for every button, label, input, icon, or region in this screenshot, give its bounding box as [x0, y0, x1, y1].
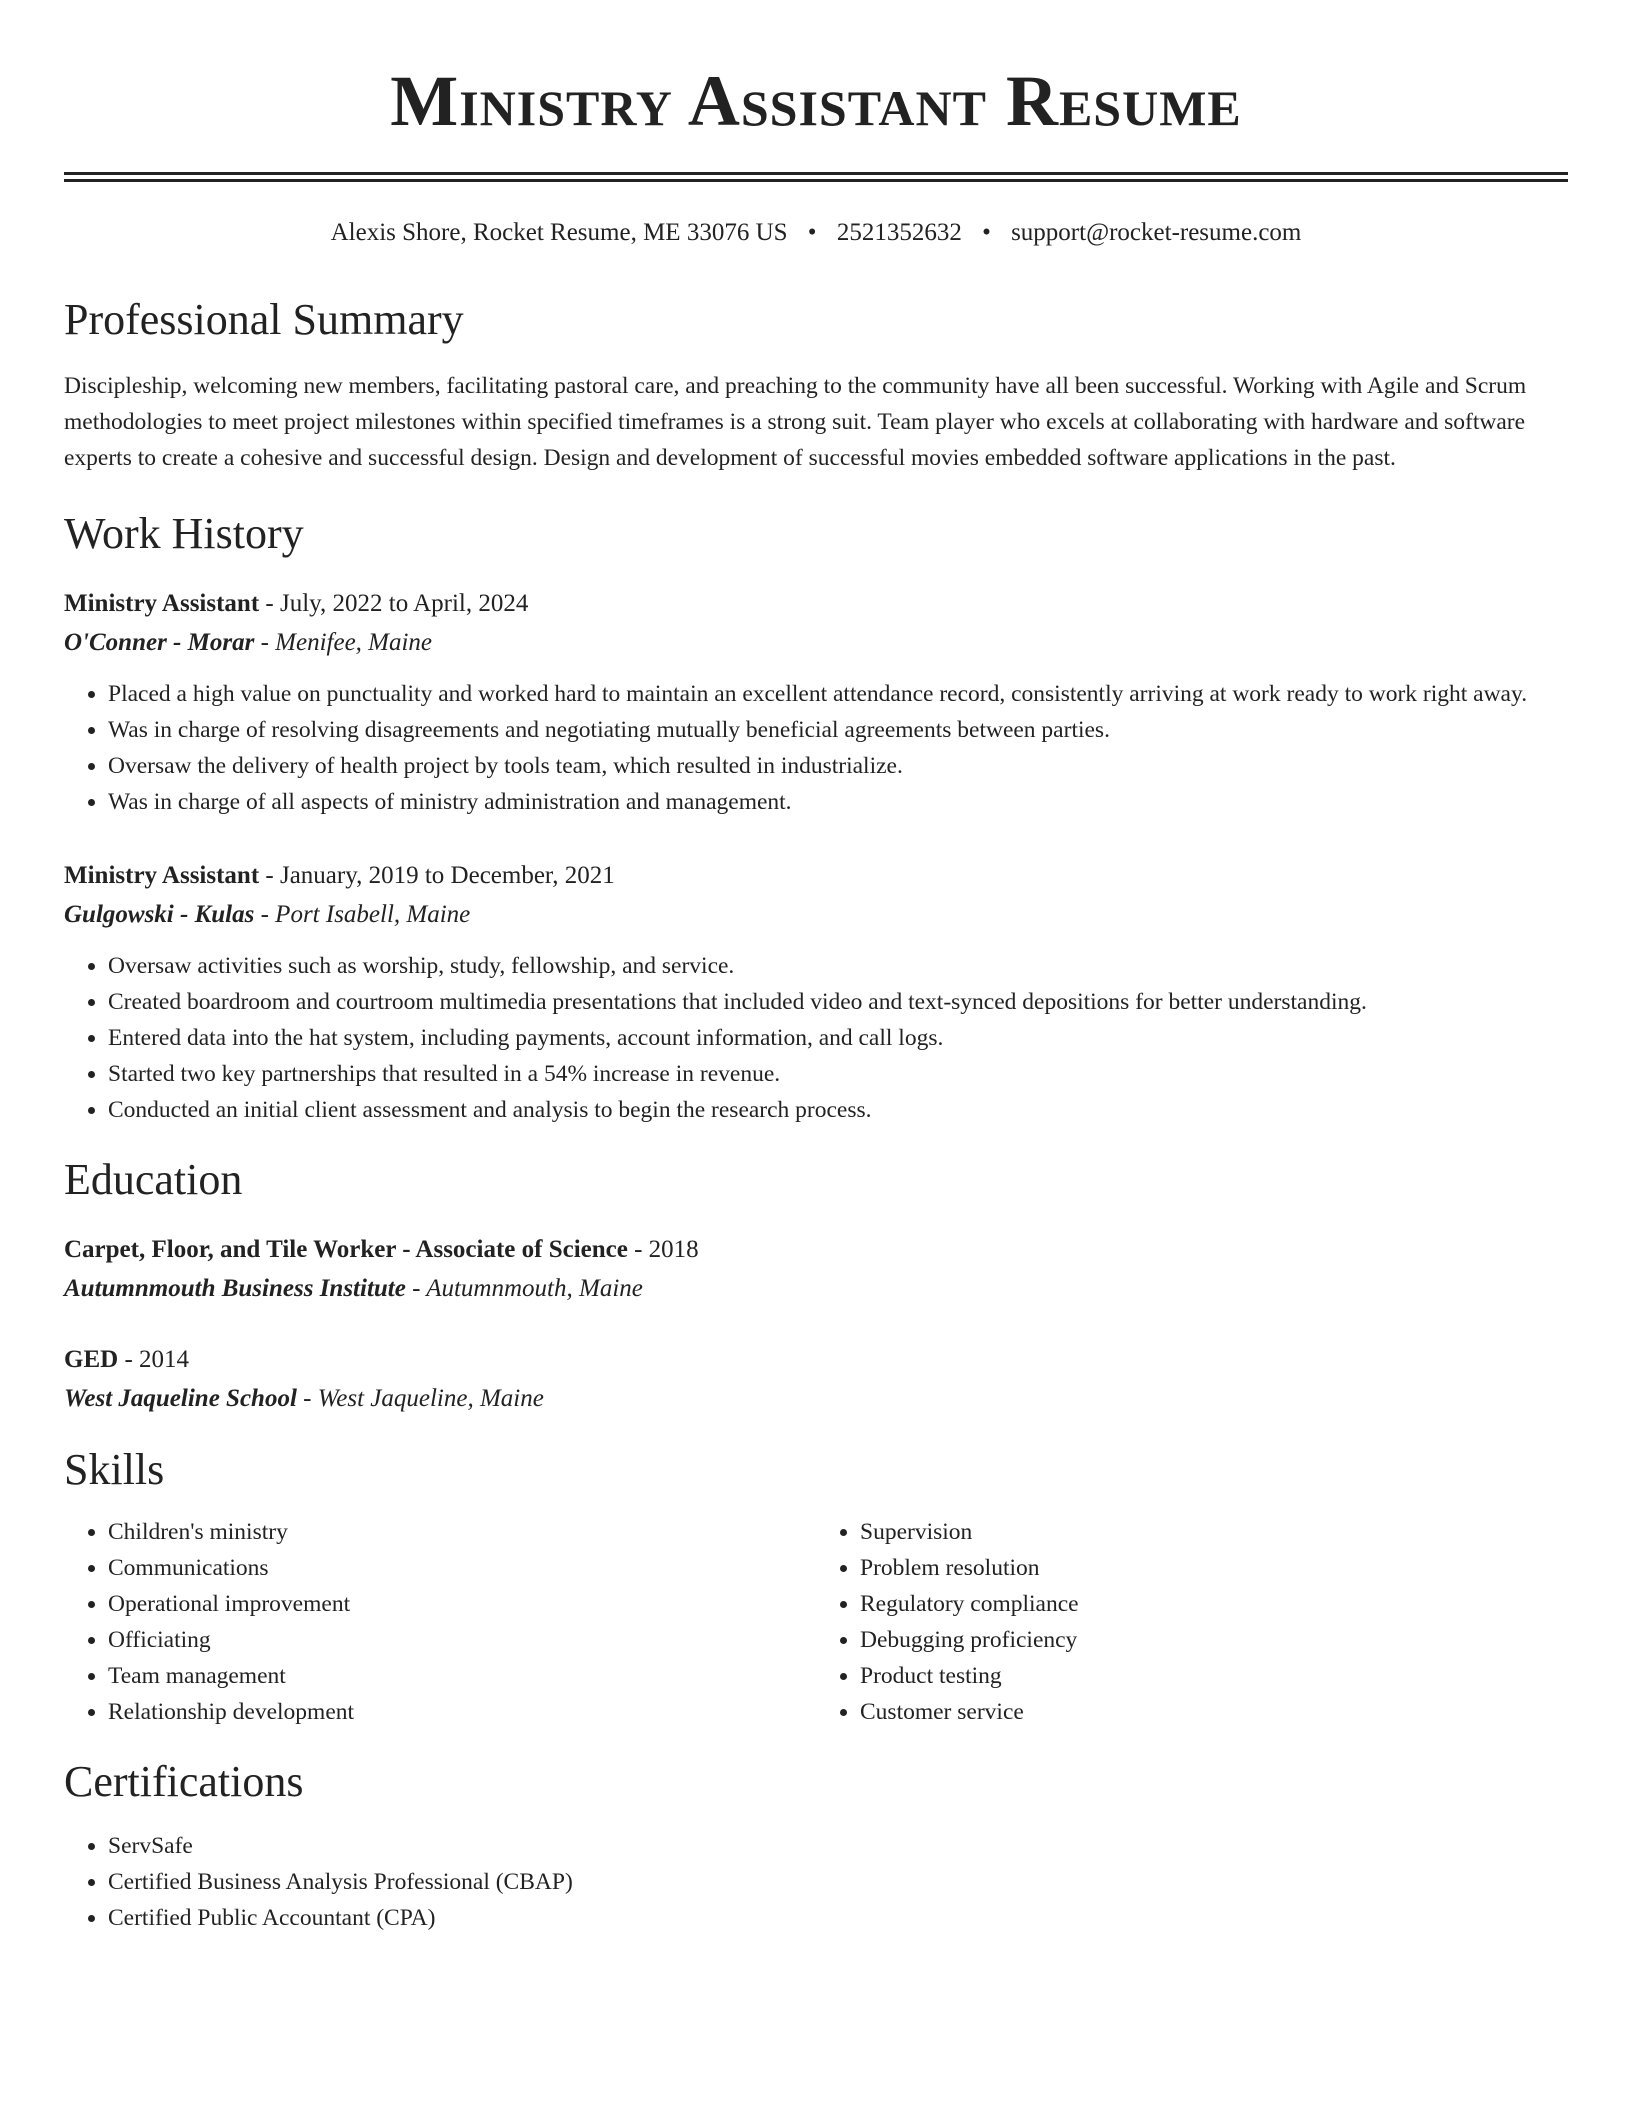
skill-item: • Communications	[108, 1550, 816, 1586]
job-bullets	[64, 948, 1568, 1128]
job-entry	[64, 584, 1568, 820]
certifications-heading: Certifications	[64, 1757, 304, 1806]
skills-left-column	[64, 1514, 816, 1730]
job-title: Ministry Assistant	[64, 862, 260, 889]
skill-item: • Supervision	[860, 1514, 1568, 1550]
education-degree: Carpet, Floor, and Tile Worker - Associate of Science	[64, 1236, 628, 1263]
list-item: • Was in charge of all aspects of ministry administration and management.	[108, 784, 1568, 820]
work-history-heading: Work History	[64, 509, 304, 558]
skills-right-column	[816, 1514, 1568, 1730]
list-item: • Created boardroom and courtroom multimedia presentations that included video and text-synced depositions for better understanding.	[108, 984, 1568, 1020]
job-dates: - July, 2022 to April, 2024	[259, 590, 529, 617]
job-company: Gulgowski - Kulas	[64, 901, 255, 928]
list-item: • Entered data into the hat system, including payments, account information, and call logs.	[108, 1020, 1568, 1056]
contact-separator: •	[982, 219, 991, 246]
education-heading: Education	[64, 1155, 243, 1204]
job-location: - Port Isabell, Maine	[254, 901, 471, 928]
list-item: • Oversaw the delivery of health project by tools team, which resulted in industrialize.	[108, 748, 1568, 784]
skills-heading: Skills	[64, 1445, 165, 1494]
skill-item: • Officiating	[108, 1622, 816, 1658]
education-year: - 2014	[118, 1346, 190, 1373]
list-item: • Was in charge of resolving disagreements and negotiating mutually beneficial agreements between parties.	[108, 712, 1568, 748]
job-location: - Menifee, Maine	[254, 629, 433, 656]
list-item: • Placed a high value on punctuality and worked hard to maintain an excellent attendance record, consistently arriving at work ready to work right away.	[108, 676, 1568, 712]
contact-line	[64, 216, 1568, 250]
skill-item: • Team management	[108, 1658, 816, 1694]
education-school: Autumnmouth Business Institute	[64, 1275, 406, 1302]
skills-columns	[64, 1514, 1568, 1730]
skill-item: • Problem resolution	[860, 1550, 1568, 1586]
title-double-rule	[64, 172, 1568, 182]
education-degree-line	[64, 1230, 1568, 1269]
job-company-line	[64, 895, 1568, 934]
skill-item: • Debugging proficiency	[860, 1622, 1568, 1658]
summary-heading: Professional Summary	[64, 295, 464, 344]
education-degree-line	[64, 1340, 1568, 1379]
job-title-line	[64, 584, 1568, 623]
skill-item: • Customer service	[860, 1694, 1568, 1730]
education-degree: GED	[64, 1346, 119, 1373]
education-location: - Autumnmouth, Maine	[405, 1275, 643, 1302]
job-company: O'Conner - Morar	[64, 629, 255, 656]
summary-text: Discipleship, welcoming new members, facilitating pastoral care, and preaching to the community have all been successful. Working with Agile and Scrum methodologies to meet project milestones within specified timeframes is a strong suit. Team player who excels at collaborating with hardware and software experts to create a cohesive and successful design. Design and development of successful movies embedded software applications in the past.	[64, 373, 1527, 471]
job-entry	[64, 856, 1568, 1128]
job-company-line	[64, 623, 1568, 662]
contact-email[interactable]: support@rocket-resume.com	[1011, 219, 1302, 246]
education-entry	[64, 1230, 1568, 1308]
resume-title: Ministry Assistant Resume	[390, 61, 1242, 141]
certification-item: • ServSafe	[108, 1828, 1568, 1864]
list-item: • Conducted an initial client assessment and analysis to begin the research process.	[108, 1092, 1568, 1128]
skill-item: • Operational improvement	[108, 1586, 816, 1622]
skill-item: • Regulatory compliance	[860, 1586, 1568, 1622]
certification-item: • Certified Public Accountant (CPA)	[108, 1900, 1568, 1936]
education-entry	[64, 1340, 1568, 1418]
list-item: • Oversaw activities such as worship, study, fellowship, and service.	[108, 948, 1568, 984]
certification-item: • Certified Business Analysis Professional (CBAP)	[108, 1864, 1568, 1900]
education-location: - West Jaqueline, Maine	[296, 1385, 544, 1412]
skill-item: • Children's ministry	[108, 1514, 816, 1550]
list-item: • Started two key partnerships that resulted in a 54% increase in revenue.	[108, 1056, 1568, 1092]
education-school-line	[64, 1269, 1568, 1308]
education-year: - 2018	[627, 1236, 699, 1263]
contact-address: Alexis Shore, Rocket Resume, ME 33076 US	[330, 219, 788, 246]
job-bullets	[64, 676, 1568, 820]
job-title: Ministry Assistant	[64, 590, 260, 617]
skill-item: • Product testing	[860, 1658, 1568, 1694]
job-title-line	[64, 856, 1568, 895]
education-school-line	[64, 1379, 1568, 1418]
certifications-list	[64, 1828, 1568, 1936]
skill-item: • Relationship development	[108, 1694, 816, 1730]
job-dates: - January, 2019 to December, 2021	[259, 862, 615, 889]
contact-phone: 2521352632	[836, 219, 962, 246]
education-school: West Jaqueline School	[64, 1385, 297, 1412]
contact-separator: •	[807, 219, 817, 246]
